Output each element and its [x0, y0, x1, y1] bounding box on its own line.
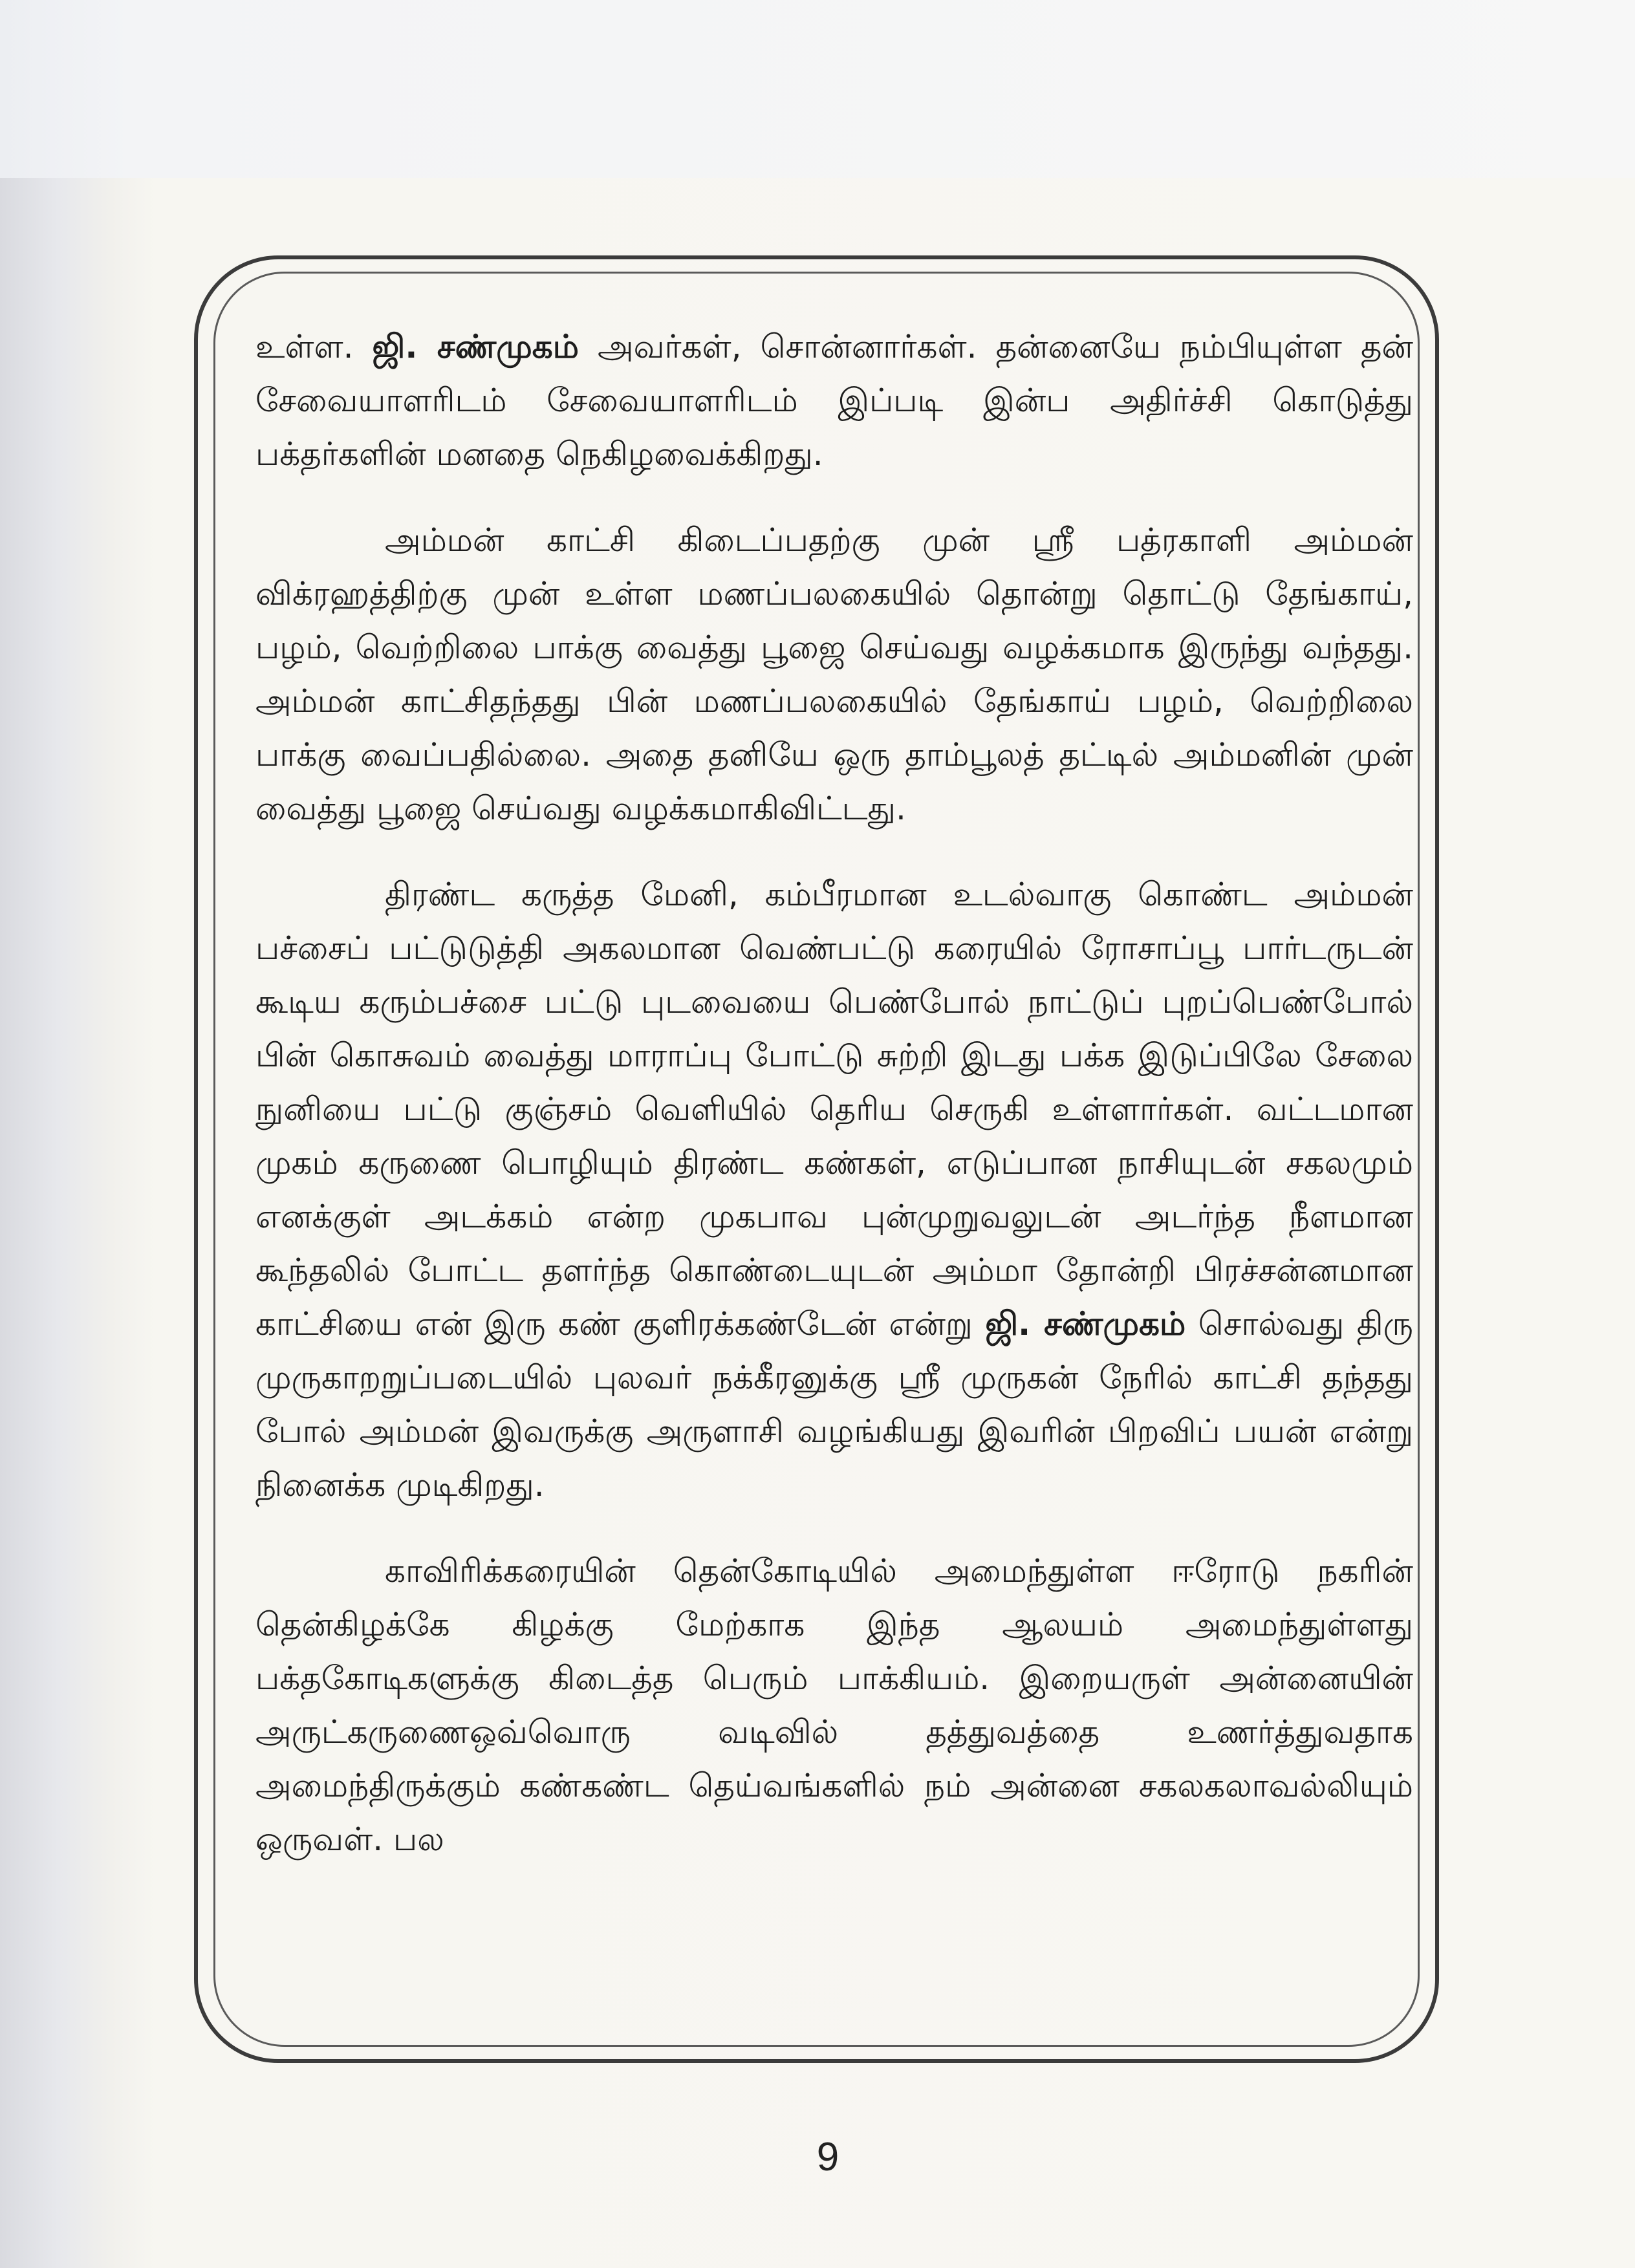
text-segment: சொல்வது திரு முருகாறறுப்படையில் புலவர் நக்கீரனுக்கு ஸ்ரீ முருகன் நேரில் காட்சி தந்தது போல் அம்மன் இவருக்கு அருளாசி வழங்கியது இவரின் பிறவிப் பயன் என்று நினைக்க முடிகிறது. [255, 1305, 1414, 1504]
text-segment: காவிரிக்கரையின் தென்கோடியில் அமைந்துள்ள ஈரோடு நகரின் தென்கிழக்கே கிழக்கு மேற்காக இந்த ஆலயம் அமைந்துள்ளது பக்தகோடிகளுக்கு கிடைத்த பெரும் பாக்கியம். இறையருள் அன்னையின் அருட்கருணைஒவ்வொரு வடிவில் தத்துவத்தை உணர்த்துவதாக அமைந்திருக்கும் கண்கண்ட தெய்வங்களில் நம் அன்னை சகலகலாவல்லியும் ஒருவள். பல [255, 1552, 1413, 1858]
top-margin-band [0, 0, 1635, 178]
paragraph-4 [255, 1544, 1413, 1866]
paragraph-3 [255, 868, 1413, 1512]
person-name-bold: ஜி. சண்முகம் [985, 1305, 1186, 1343]
text-segment: திரண்ட கருத்த மேனி, கம்பீரமான உடல்வாகு கொண்ட அம்மன் பச்சைப் பட்டுடுத்தி அகலமான வெண்பட்டு கரையில் ரோசாப்பூ பார்டருடன் கூடிய கரும்பச்சை பட்டு புடவையை பெண்போல் நாட்டுப் புறப்பெண்போல் பின் கொசுவம் வைத்து மாராப்பு போட்டு சுற்றி இடது பக்க இடுப்பிலே சேலை நுனியை பட்டு குஞ்சம் வெளியில் தெரிய செருகி உள்ளார்கள். வட்டமான முகம் கருணை பொழியும் திரண்ட கண்கள், எடுப்பான நாசியுடன் சகலமும் எனக்குள் அடக்கம் என்ற முகபாவ புன்முறுவலுடன் அடர்ந்த நீளமான கூந்தலில் போட்ட தளர்ந்த கொண்டையுடன் அம்மா தோன்றி பிரச்சன்னமான காட்சியை என் இரு கண் குளிரக்கண்டேன் என்று [255, 876, 1413, 1343]
person-name-bold: ஜி. சண்முகம் [372, 328, 579, 365]
text-segment: அவர்கள், சொன்னார்கள். தன்னையே நம்பியுள்ள தன் சேவையாளரிடம் சேவையாளரிடம் இப்படி இன்ப அதிர்ச்சி கொடுத்து பக்தர்களின் மனதை நெகிழவைக்கிறது. [255, 328, 1413, 473]
body-text [255, 320, 1413, 2014]
paragraph-2 [255, 513, 1413, 836]
paragraph-1 [255, 320, 1413, 481]
text-segment: அம்மன் காட்சி கிடைப்பதற்கு முன் ஸ்ரீ பத்ரகாளி அம்மன் விக்ரஹத்திற்கு முன் உள்ள மணப்பலகையில் தொன்று தொட்டு தேங்காய், பழம், வெற்றிலை பாக்கு வைத்து பூஜை செய்வது வழக்கமாக இருந்து வந்தது. அம்மன் காட்சிதந்தது பின் மணப்பலகையில் தேங்காய் பழம், வெற்றிலை பாக்கு வைப்பதில்லை. அதை தனியே ஒரு தாம்பூலத் தட்டில் அம்மனின் முன் வைத்து பூஜை செய்வது வழக்கமாகிவிட்டது. [255, 521, 1413, 827]
text-segment: உள்ள. [255, 328, 373, 365]
page-number: 9 [816, 2135, 839, 2179]
